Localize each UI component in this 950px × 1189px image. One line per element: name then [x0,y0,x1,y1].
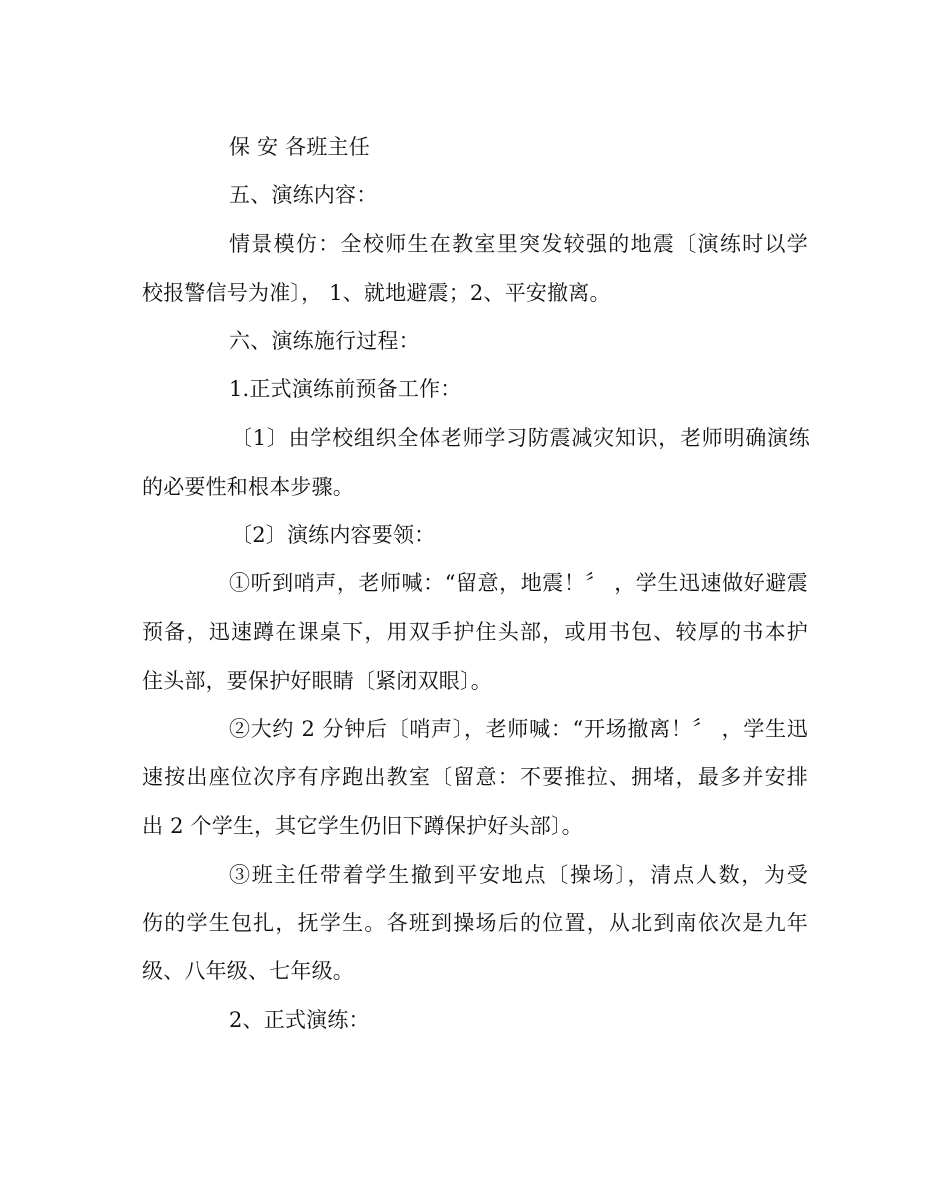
point-1-line-1: ①听到哨声，老师喊：“留意，地震！〞 ，学生迅速做好避震 [229,571,808,595]
preparation-heading: 1.正式演练前预备工作： [229,377,462,401]
staff-roles-line: 保 安 各班主任 [229,135,370,159]
point-1-line-2: 预备，迅速蹲在课桌下，用双手护住头部，或用书包、较厚的书本护 [142,620,808,644]
scenario-paragraph-line-1: 情景模仿：全校师生在教室里突发较强的地震〔演练时以学 [229,232,808,256]
item-1-line-1: 〔1〕由学校组织全体老师学习防震减灾知识，老师明确演练 [231,426,810,450]
point-2-line-3: 出 2 个学生，其它学生仍旧下蹲保护好头部〕。 [142,814,583,838]
scenario-paragraph-line-2: 校报警信号为准〕， 1、就地避震；2、平安撤离。 [142,281,611,305]
item-2-heading: 〔2〕演练内容要领： [231,523,436,547]
point-2-line-1: ②大约 2 分钟后〔哨声〕，老师喊：“开场撤离！〞 ，学生迅 [229,717,808,741]
point-3-line-1: ③班主任带着学生撤到平安地点〔操场〕，清点人数，为受 [229,863,808,887]
item-1-line-2: 的必要性和根本步骤。 [142,475,354,499]
point-3-line-2: 伤的学生包扎，抚学生。各班到操场后的位置，从北到南依次是九年 [142,911,808,935]
section-five-heading: 五、演练内容： [229,183,378,207]
section-six-heading: 六、演练施行过程： [229,329,420,353]
point-2-line-2: 速按出座位次序有序跑出教室〔留意：不要推拉、拥堵，最多并安排 [142,765,808,789]
point-3-line-3: 级、八年级、七年级。 [142,959,354,983]
formal-drill-heading: 2、正式演练： [229,1008,370,1032]
point-1-line-3: 住头部，要保护好眼睛〔紧闭双眼〕。 [142,669,492,693]
